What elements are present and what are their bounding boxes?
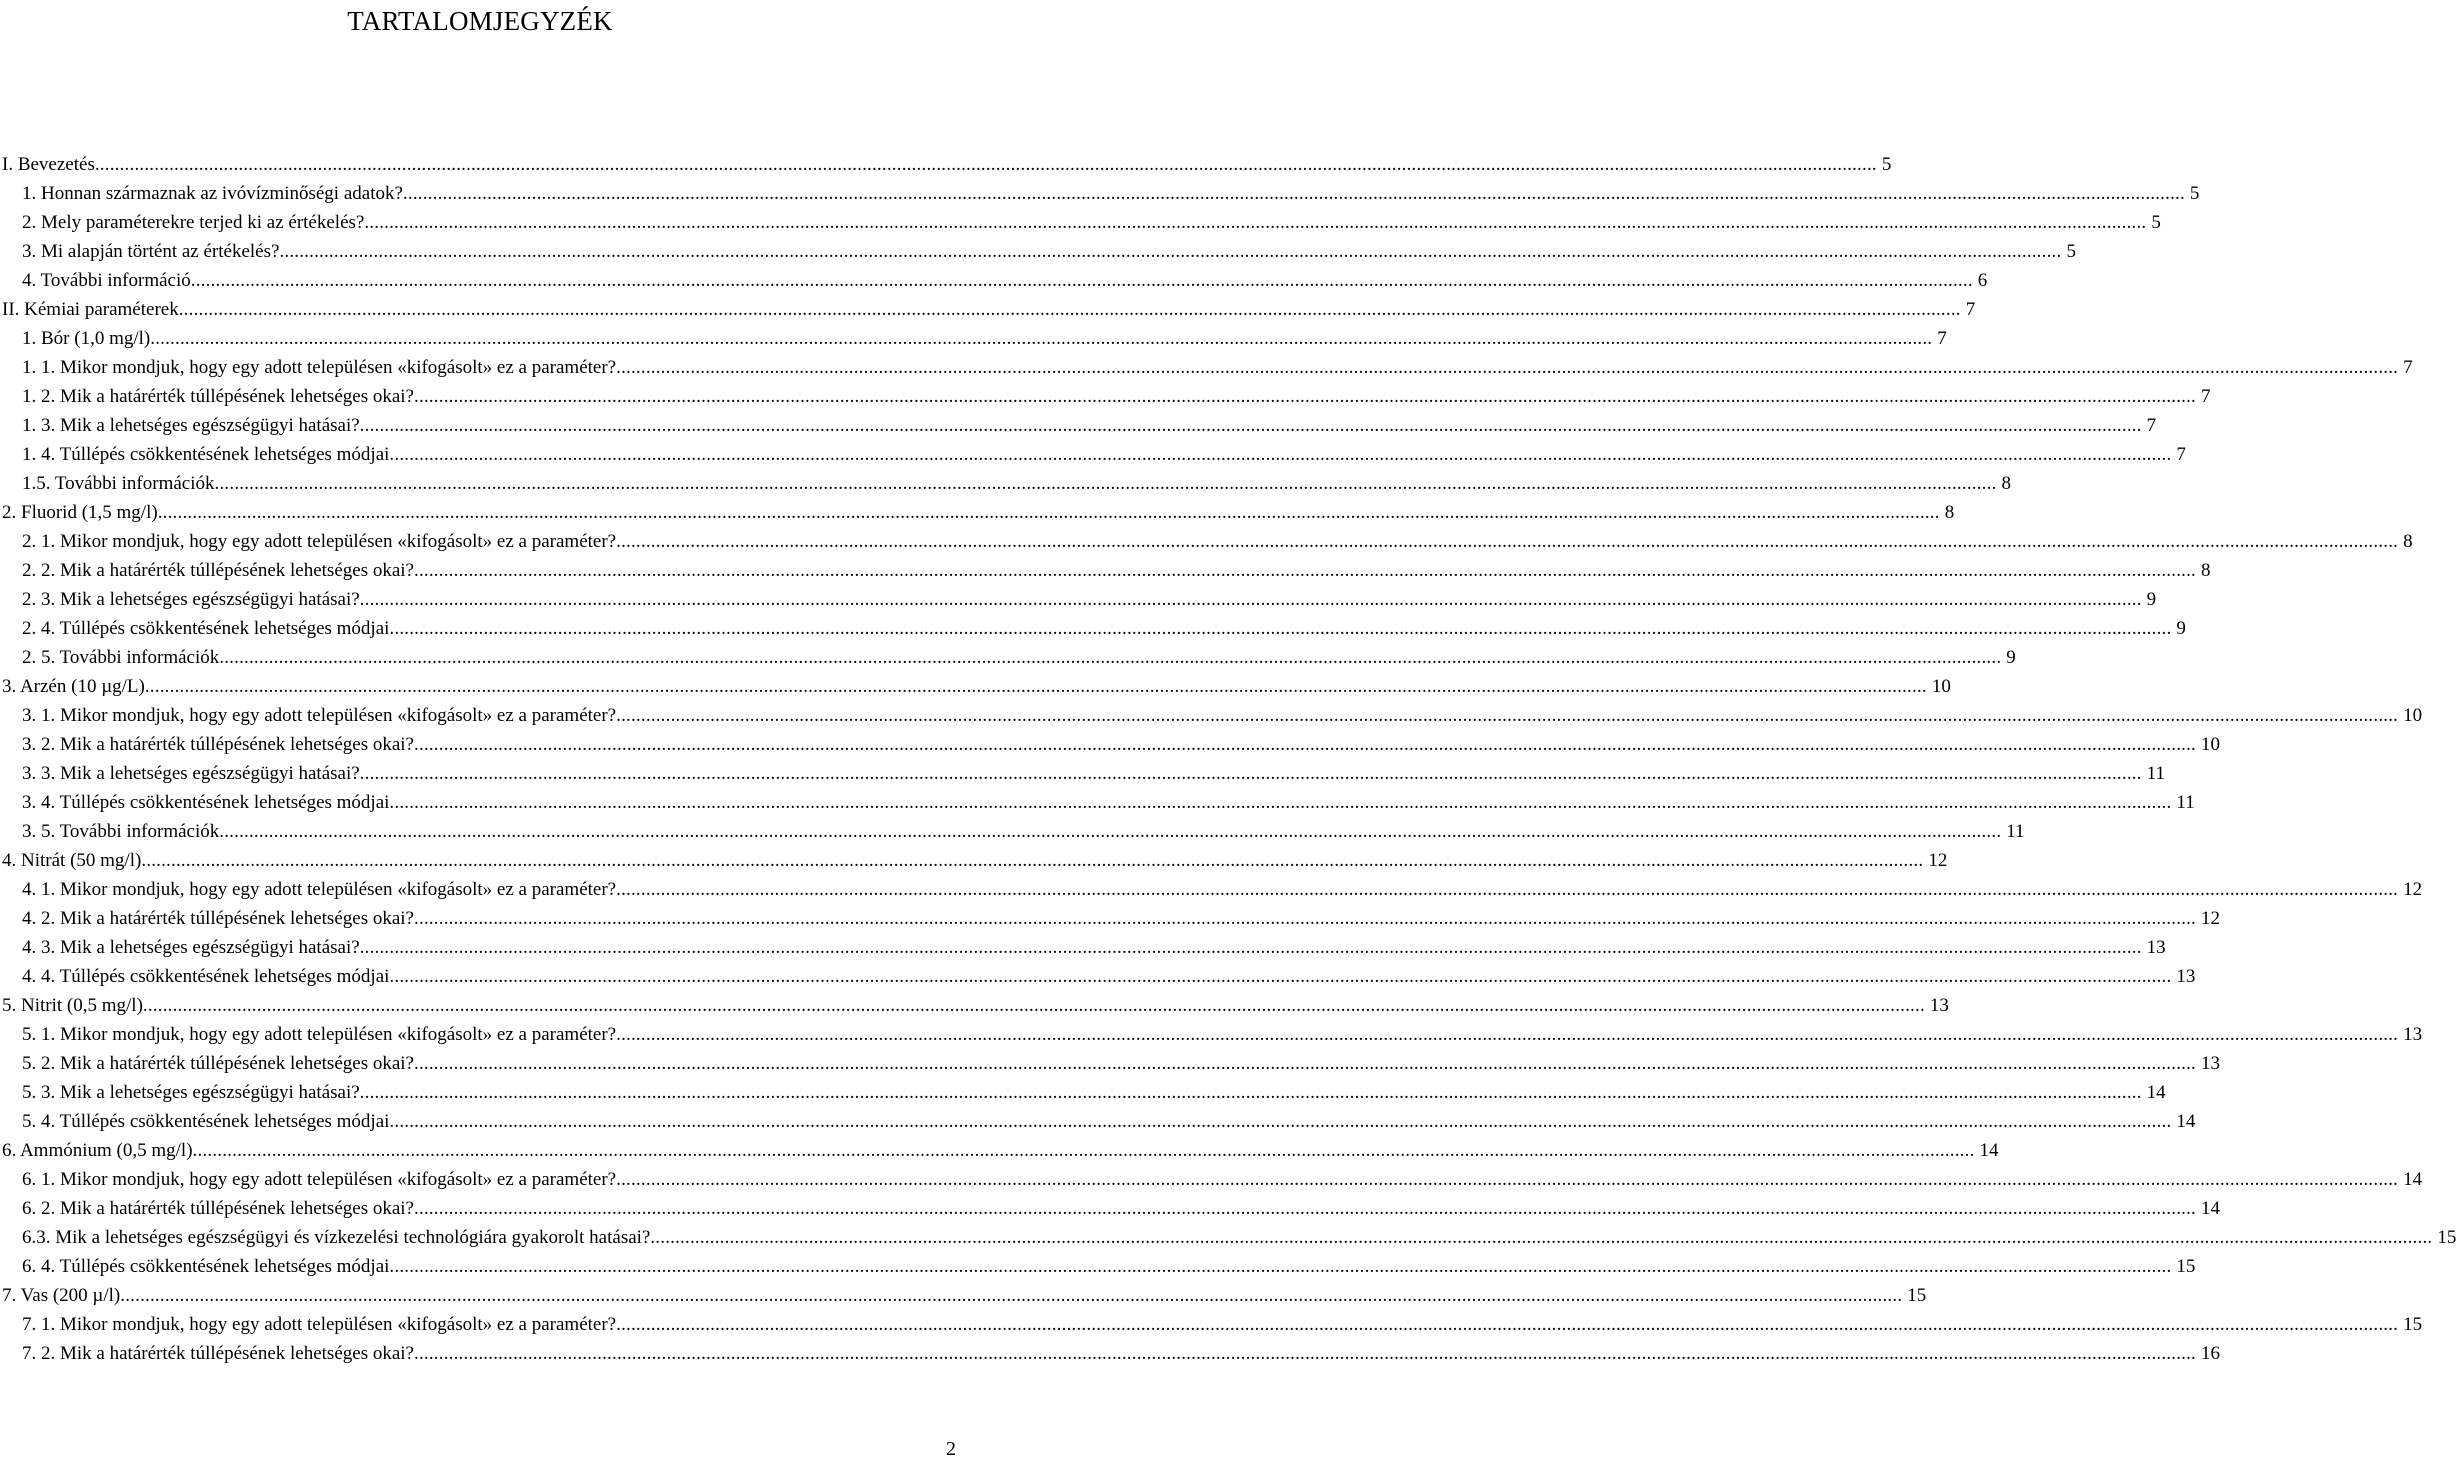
dot-leader [389,788,2171,817]
toc-entry[interactable] [2,962,2196,991]
toc-entry-page: 13 [2176,966,2196,987]
dot-leader [360,1078,2142,1107]
page-number: 2 [946,1438,956,1460]
toc-entry-title: 3. 4. Túllépés csökkentésének lehetséges módjai [22,792,390,813]
dot-leader [141,846,1923,875]
toc-entry-title: 4. 4. Túllépés csökkentésének lehetséges módjai [22,966,390,987]
dot-leader [414,1194,2196,1223]
toc-entry[interactable] [2,295,1976,324]
dot-leader [616,1310,2398,1339]
toc-entry[interactable] [2,1136,1999,1165]
dot-leader [279,237,2061,266]
toc-entry-page: 7 [1937,328,1947,349]
toc-entry[interactable] [2,643,2016,672]
table-of-contents [2,150,2456,1368]
toc-entry-title: 5. 1. Mikor mondjuk, hogy egy adott településen «kifogásolt» ez a paraméter? [22,1024,617,1045]
toc-entry-title: 6.3. Mik a lehetséges egészségügyi és vízkezelési technológiára gyakorolt hatásai? [22,1227,651,1248]
toc-entry[interactable] [2,150,1892,179]
toc-entry-page: 11 [2146,763,2165,784]
dot-leader [414,904,2196,933]
dot-leader [215,469,1997,498]
toc-entry-title: 2. Fluorid (1,5 mg/l) [2,502,158,523]
toc-entry[interactable] [2,1049,2220,1078]
toc-entry-page: 8 [2001,473,2012,494]
dot-leader [650,1223,2432,1252]
dot-leader [414,1049,2196,1078]
toc-entry-title: 3. Mi alapján történt az értékelés? [22,241,280,262]
toc-entry-page: 6 [1977,270,1988,291]
toc-entry-page: 9 [2006,647,2016,668]
toc-entry-page: 7 [2201,386,2211,407]
dot-leader [414,382,2196,411]
toc-entry-title: 2. Mely paraméterekre terjed ki az értékelés? [22,212,365,233]
toc-entry[interactable] [2,904,2220,933]
dot-leader [219,817,2001,846]
toc-entry[interactable] [2,237,2076,266]
toc-entry-title: I. Bevezetés [2,154,95,175]
toc-entry[interactable] [2,788,2195,817]
dot-leader [389,1252,2171,1281]
toc-entry-title: 3. 5. További információk [22,821,220,842]
toc-entry-page: 15 [2403,1314,2423,1335]
toc-entry-page: 9 [2146,589,2157,610]
dot-leader [389,962,2171,991]
toc-entry-page: 7 [2403,357,2413,378]
toc-entry-page: 8 [2403,531,2413,552]
toc-entry-page: 7 [2146,415,2157,436]
toc-entry-page: 5 [2066,241,2076,262]
dot-leader [616,875,2398,904]
toc-entry-title: 2. 1. Mikor mondjuk, hogy egy adott településen «kifogásolt» ez a paraméter? [22,531,617,552]
toc-entry-title: II. Kémiai paraméterek [2,299,179,320]
toc-entry[interactable] [2,1165,2423,1194]
toc-entry[interactable] [2,846,1948,875]
toc-entry-title: 4. 2. Mik a határérték túllépésének lehetséges okai? [22,908,414,929]
toc-entry-title: 4. 1. Mikor mondjuk, hogy egy adott településen «kifogásolt» ez a paraméter? [22,879,617,900]
toc-entry-page: 5 [2189,183,2200,204]
toc-entry-title: 1. 3. Mik a lehetséges egészségügyi hatásai? [22,415,360,436]
toc-entry[interactable] [2,411,2157,440]
toc-entry[interactable] [2,1281,1927,1310]
dot-leader [616,1020,2398,1049]
dot-leader [389,440,2171,469]
toc-entry-title: 2. 5. További információk [22,647,220,668]
toc-entry-page: 14 [2201,1198,2220,1219]
dot-leader [193,1136,1975,1165]
dot-leader [145,672,1927,701]
toc-entry-page: 10 [1931,676,1951,697]
toc-entry-page: 12 [1928,850,1948,871]
toc-entry-title: 3. Arzén (10 µg/L) [2,676,145,697]
toc-entry-page: 13 [1929,995,1949,1016]
dot-leader [616,353,2398,382]
toc-entry-title: 7. 1. Mikor mondjuk, hogy egy adott településen «kifogásolt» ez a paraméter? [22,1314,617,1335]
toc-entry-title: 4. További információ [22,270,191,291]
toc-entry[interactable] [2,614,2186,643]
dot-leader [414,1339,2196,1368]
toc-entry-title: 1. 4. Túllépés csökkentésének lehetséges módjai [22,444,390,465]
toc-entry-page: 11 [2006,821,2025,842]
toc-entry-page: 13 [2146,937,2166,958]
toc-entry-page: 13 [2201,1053,2220,1074]
toc-entry[interactable] [2,266,1988,295]
dot-leader [389,614,2171,643]
toc-entry[interactable] [2,1339,2220,1368]
toc-entry-page: 13 [2403,1024,2423,1045]
toc-entry-title: 1. Bór (1,0 mg/l) [22,328,151,349]
toc-entry-title: 5. 2. Mik a határérték túllépésének lehetséges okai? [22,1053,414,1074]
dot-leader [120,1281,1902,1310]
toc-entry-title: 1.5. További információk [22,473,215,494]
toc-entry[interactable] [2,817,2025,846]
toc-entry[interactable] [2,382,2211,411]
toc-entry[interactable] [2,730,2220,759]
toc-entry-title: 2. 2. Mik a határérték túllépésének lehetséges okai? [22,560,414,581]
toc-entry-title: 7. Vas (200 µ/l) [2,1285,121,1306]
dot-leader [360,759,2142,788]
toc-entry-title: 6. 4. Túllépés csökkentésének lehetséges módjai [22,1256,390,1277]
toc-entry[interactable] [2,672,1951,701]
toc-entry-page: 12 [2403,879,2423,900]
dot-leader [360,933,2142,962]
toc-entry-title: 2. 3. Mik a lehetséges egészségügyi hatásai? [22,589,360,610]
toc-entry[interactable] [2,527,2413,556]
toc-entry-page: 8 [2201,560,2211,581]
toc-entry[interactable] [2,440,2186,469]
toc-entry-page: 8 [1944,502,1955,523]
page-title: TARTALOMJEGYZÉK [347,6,613,36]
toc-entry[interactable] [2,1020,2423,1049]
toc-entry-title: 5. Nitrit (0,5 mg/l) [2,995,143,1016]
toc-entry[interactable] [2,875,2423,904]
dot-leader [191,266,1973,295]
toc-entry-title: 3. 2. Mik a határérték túllépésének lehetséges okai? [22,734,414,755]
toc-entry-page: 14 [1979,1140,1999,1161]
dot-leader [360,585,2142,614]
toc-entry-page: 7 [2176,444,2186,465]
dot-leader [179,295,1961,324]
toc-entry[interactable] [2,556,2211,585]
toc-entry-title: 6. 2. Mik a határérték túllépésének lehetséges okai? [22,1198,414,1219]
toc-entry-title: 3. 3. Mik a lehetséges egészségügyi hatásai? [22,763,360,784]
toc-entry[interactable] [2,1107,2196,1136]
toc-entry-title: 1. Honnan származnak az ivóvízminőségi adatok? [22,183,403,204]
toc-entry[interactable] [2,208,2161,237]
toc-entry-page: 5 [1881,154,1892,175]
dot-leader [219,643,2001,672]
dot-leader [158,498,1940,527]
toc-entry-page: 14 [2176,1111,2196,1132]
toc-entry-page: 16 [2201,1343,2220,1364]
toc-entry-title: 5. 4. Túllépés csökkentésének lehetséges módjai [22,1111,390,1132]
toc-entry-page: 14 [2146,1082,2166,1103]
toc-entry-page: 5 [2151,212,2161,233]
dot-leader [414,730,2196,759]
dot-leader [616,701,2398,730]
toc-entry[interactable] [2,701,2423,730]
toc-entry-page: 7 [1965,299,1976,320]
dot-leader [95,150,1877,179]
toc-entry[interactable] [2,353,2413,382]
toc-entry[interactable] [2,179,2200,208]
toc-entry[interactable] [2,1252,2196,1281]
toc-entry-page: 10 [2403,705,2423,726]
toc-entry[interactable] [2,498,1955,527]
toc-entry-title: 4. 3. Mik a lehetséges egészségügyi hatásai? [22,937,360,958]
toc-entry-title: 4. Nitrát (50 mg/l) [2,850,142,871]
toc-entry-page: 10 [2201,734,2220,755]
toc-entry-page: 11 [2176,792,2195,813]
toc-entry-title: 6. 1. Mikor mondjuk, hogy egy adott településen «kifogásolt» ez a paraméter? [22,1169,617,1190]
toc-entry-page: 15 [1907,1285,1927,1306]
toc-entry-title: 1. 1. Mikor mondjuk, hogy egy adott településen «kifogásolt» ez a paraméter? [22,357,617,378]
toc-entry[interactable] [2,1078,2166,1107]
toc-entry[interactable] [2,1223,2456,1252]
toc-entry[interactable] [2,585,2157,614]
toc-entry-title: 2. 4. Túllépés csökkentésének lehetséges módjai [22,618,390,639]
toc-entry-page: 14 [2403,1169,2423,1190]
dot-leader [143,991,1925,1020]
dot-leader [389,1107,2171,1136]
dot-leader [403,179,2185,208]
toc-entry-page: 9 [2176,618,2186,639]
toc-entry[interactable] [2,759,2165,788]
toc-entry-page: 15 [2437,1227,2456,1248]
dot-leader [616,527,2398,556]
toc-entry-title: 1. 2. Mik a határérték túllépésének lehetséges okai? [22,386,414,407]
toc-entry-title: 6. Ammónium (0,5 mg/l) [2,1140,193,1161]
toc-entry-title: 5. 3. Mik a lehetséges egészségügyi hatásai? [22,1082,360,1103]
toc-entry[interactable] [2,469,2012,498]
toc-entry-title: 3. 1. Mikor mondjuk, hogy egy adott településen «kifogásolt» ez a paraméter? [22,705,617,726]
dot-leader [414,556,2196,585]
toc-entry[interactable] [2,324,1947,353]
toc-entry-page: 12 [2201,908,2220,929]
toc-entry-page: 15 [2176,1256,2196,1277]
toc-entry[interactable] [2,991,1949,1020]
toc-entry[interactable] [2,933,2166,962]
toc-entry-title: 7. 2. Mik a határérték túllépésének lehetséges okai? [22,1343,414,1364]
dot-leader [616,1165,2398,1194]
toc-entry[interactable] [2,1310,2423,1339]
toc-entry[interactable] [2,1194,2220,1223]
dot-leader [364,208,2146,237]
dot-leader [150,324,1932,353]
dot-leader [360,411,2142,440]
